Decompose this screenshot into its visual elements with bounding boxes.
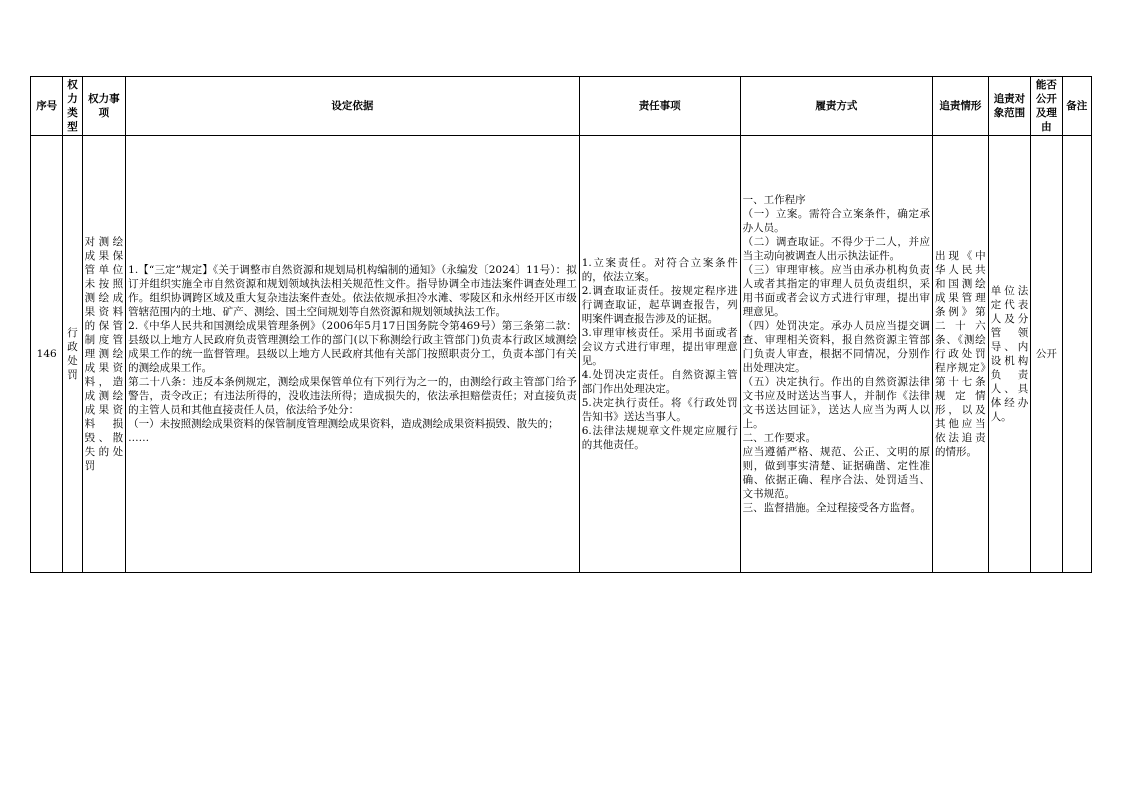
cell-power-item: 对测绘成果保管单位未按照测绘成果资料的保管制度管理测绘成果资料，造成测绘成果资料损毁、散失的处罚	[82, 136, 126, 573]
header-performance-method: 履责方式	[740, 77, 932, 136]
cell-duty-items: 1.立案责任。对符合立案条件的，依法立案。 2.调查取证责任。按规定程序进行调查取证，起草调查报告，列明案件调查报告涉及的证据。 3.审理审核责任。采用书面或者会议方式进行审理，提出审理意见。 4.处罚决定责任。自然资源主管部门作出处理决定。 5.决定执行责任。将《行政处罚告知书》送达当事人。 6.法律法规规章文件规定应履行的其他责任。	[579, 136, 740, 573]
header-power-item: 权力事项	[82, 77, 126, 136]
cell-disclosure: 公开	[1031, 136, 1062, 573]
header-seq: 序号	[31, 77, 63, 136]
header-legal-basis: 设定依据	[126, 77, 580, 136]
cell-remark	[1062, 136, 1091, 573]
header-duty-items: 责任事项	[579, 77, 740, 136]
cell-accountability-situations: 出现《中华人民共和国测绘成果管理条例》第二十六条、《测绘行政处罚程序规定》第十七条规定情形，以及其他应当依法追责的情形。	[933, 136, 989, 573]
header-accountability-scope: 追责对象范围	[988, 77, 1031, 136]
header-accountability-situations: 追责情形	[933, 77, 989, 136]
cell-power-type: 行政处罚	[63, 136, 82, 573]
header-disclosure: 能否公开及理由	[1031, 77, 1062, 136]
cell-seq: 146	[31, 136, 63, 573]
table-header-row	[31, 77, 1092, 136]
cell-accountability-scope: 单位法定代表人及分管领导、内设机构负责人、具体经办人。	[988, 136, 1031, 573]
cell-performance-method: 一、工作程序 （一）立案。需符合立案条件，确定承办人员。 （二）调查取证。不得少于二人，并应当主动向被调查人出示执法证件。 （三）审理审核。应当由承办机构负责人或者其指定的审理人员负责组织，采用书面或者会议方式进行审理，提出审理意见。 （四）处罚决定。承办人员应当提交调查、审理相关资料，报自然资源主管部门负责人审查，根据不同情况，分别作出处理决定。 （五）决定执行。作出的自然资源法律文书应及时送达当事人，并制作《法律文书送达回证》，送达人应当为两人以上。 二、工作要求。 应当遵循严格、规范、公正、文明的原则，做到事实清楚、证据确凿、定性准确、依据正确、程序合法、处罚适当、文书规范。 三、监督措施。全过程接受各方监督。	[740, 136, 932, 573]
table-row	[31, 136, 1092, 573]
power-responsibility-table	[30, 76, 1092, 573]
header-remark: 备注	[1062, 77, 1091, 136]
header-power-type: 权力类型	[63, 77, 82, 136]
cell-legal-basis: 1.【“三定”规定】《关于调整市自然资源和规划局机构编制的通知》（永编发〔2024〕11号）：拟订并组织实施全市自然资源和规划领域执法相关规范性文件。指导协调全市违法案件调查处理工作。组织协调跨区域及重大复杂违法案件查处。依法依规承担冷水滩、零陵区和永州经开区市级管辖范围内的土地、矿产、测绘、国土空间规划等自然资源和规划领域执法工作。 2.《中华人民共和国测绘成果管理条例》（2006年5月17日国务院令第469号）第三条第二款：县级以上地方人民政府负责管理测绘工作的部门(以下称测绘行政主管部门)负责本行政区域测绘成果工作的统一监督管理。县级以上地方人民政府其他有关部门按照职责分工，负责本部门有关的测绘成果工作。 第二十八条：违反本条例规定，测绘成果保管单位有下列行为之一的，由测绘行政主管部门给予警告，责令改正；有违法所得的，没收违法所得；造成损失的，依法承担赔偿责任；对直接负责的主管人员和其他直接责任人员，依法给予处分： （一）未按照测绘成果资料的保管制度管理测绘成果资料，造成测绘成果资料损毁、散失的； ……	[126, 136, 580, 573]
